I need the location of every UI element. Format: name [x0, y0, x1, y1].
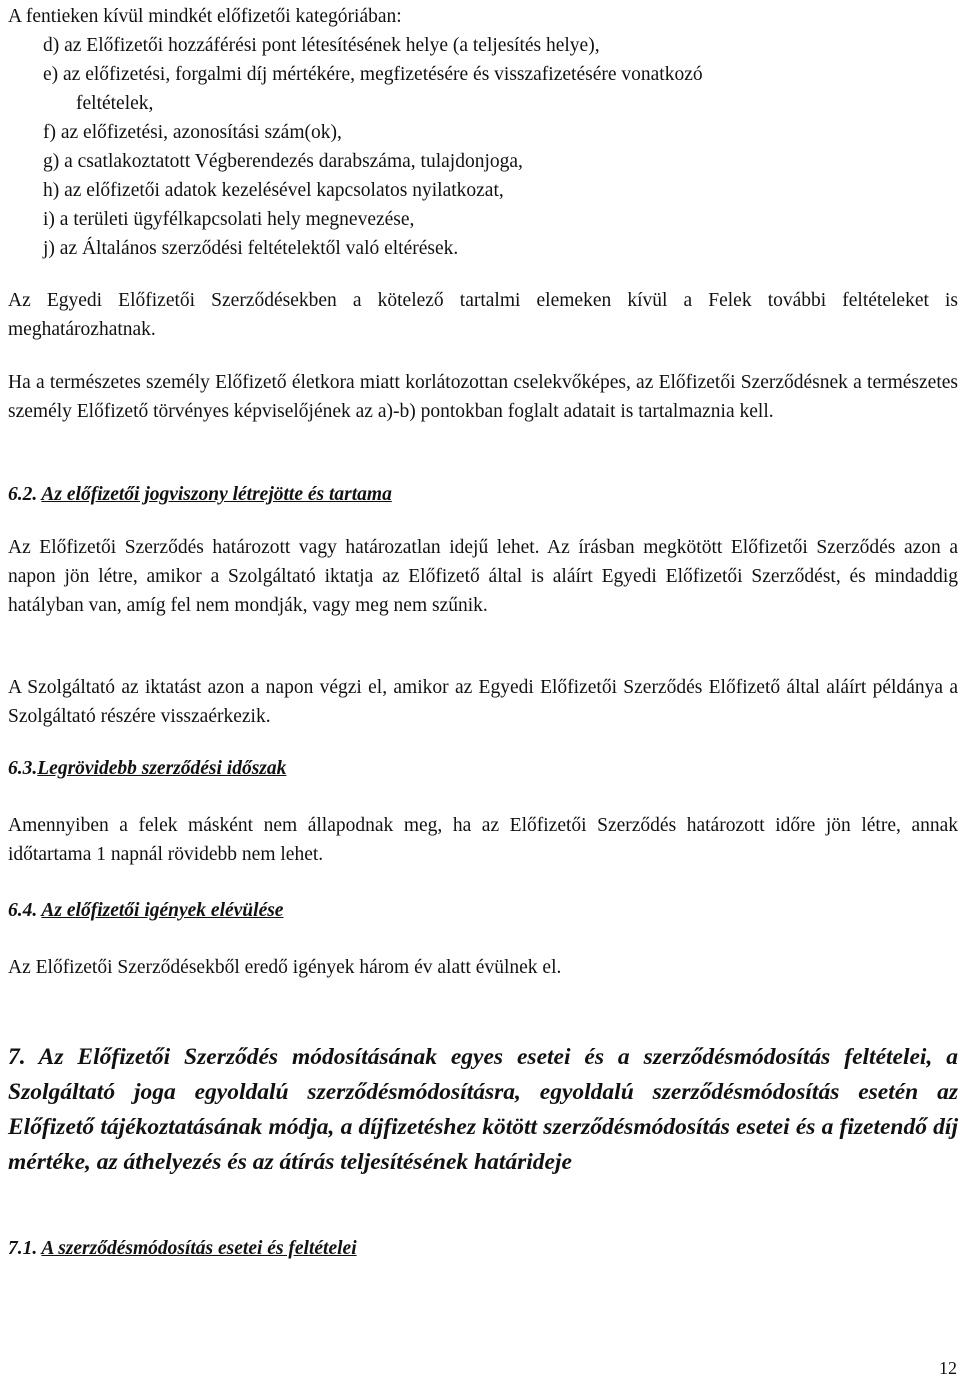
list-item-f: f) az előfizetési, azonosítási szám(ok), — [43, 122, 342, 143]
section-number: 6.3. — [8, 758, 38, 779]
section-heading-7: 7. Az Előfizetői Szerződés módosításának egyes esetei és a szerződésmódosítás feltételei, a Szolgáltató joga egyoldalú szerződésmódosításra, egyoldalú szerződésmódosítás esetén az Előfizető tájékoztatásának módja, a díjfizetéshez kötött szerződésmódosítás esetei és a fizetendő díj mértéke, az áthelyezés és az átírás teljesítésének határideje — [8, 1044, 958, 1175]
section-number: 6.2. — [8, 484, 38, 505]
section-title: Az előfizetői igények elévülése — [41, 900, 284, 921]
section-heading-7-1 — [8, 1234, 357, 1263]
section-heading-6-4 — [8, 896, 283, 925]
section-number: 7.1. — [8, 1238, 38, 1259]
section-heading-6-3 — [8, 754, 286, 783]
list-item-i: i) a területi ügyfélkapcsolati hely megnevezése, — [43, 209, 415, 230]
list-item-d: d) az Előfizetői hozzáférési pont létesítésének helye (a teljesítés helye), — [43, 35, 600, 56]
paragraph-limitation: Az Előfizetői Szerződésekből eredő igények három év alatt évülnek el. — [8, 957, 562, 978]
intro-text: A fentieken kívül mindkét előfizetői kategóriában: — [8, 6, 402, 27]
list-item-e: e) az előfizetési, forgalmi díj mértékére, megfizetésére és visszafizetésére vonatkozó — [43, 64, 703, 85]
section-title: Legrövidebb szerződési időszak — [37, 758, 287, 779]
section-title: Az előfizetői jogviszony létrejötte és tartama — [41, 484, 392, 505]
paragraph-minimum-period: Amennyiben a felek másként nem állapodnak meg, ha az Előfizetői Szerződés határozott időre jön létre, annak időtartama 1 napnál rövidebb nem lehet. — [8, 815, 958, 865]
list-item-j: j) az Általános szerződési feltételektől való eltérések. — [43, 238, 459, 259]
paragraph-minor-subscriber: Ha a természetes személy Előfizető életkora miatt korlátozottan cselekvőképes, az Előfizetői Szerződésnek a természetes személy Előfizető törvényes képviselőjének az a)-b) pontokban foglalt adatait is tartalmaznia kell. — [8, 372, 958, 422]
paragraph-filing: A Szolgáltató az iktatást azon a napon végzi el, amikor az Egyedi Előfizetői Szerződés Előfizető által aláírt példánya a Szolgáltató részére visszaérkezik. — [8, 677, 958, 727]
section-heading-6-2 — [8, 480, 392, 509]
paragraph-additional-terms: Az Egyedi Előfizetői Szerződésekben a kötelező tartalmi elemeken kívül a Felek további feltételeket is meghatározhatnak. — [8, 290, 958, 340]
page-number: 12 — [939, 1358, 957, 1378]
section-number: 6.4. — [8, 900, 38, 921]
list-item-e-continued: feltételek, — [76, 93, 154, 114]
section-title: A szerződésmódosítás esetei és feltételei — [41, 1238, 357, 1259]
list-item-g: g) a csatlakoztatott Végberendezés darabszáma, tulajdonjoga, — [43, 151, 523, 172]
list-item-h: h) az előfizetői adatok kezelésével kapcsolatos nyilatkozat, — [43, 180, 504, 201]
paragraph-contract-creation: Az Előfizetői Szerződés határozott vagy határozatlan idejű lehet. Az írásban megkötött Előfizetői Szerződés azon a napon jön létre, amikor a Szolgáltató iktatja az Előfizető által is aláírt Egyedi Előfizetői Szerződést, és mindaddig hatályban van, amíg fel nem mondják, vagy meg nem szűnik. — [8, 537, 958, 616]
